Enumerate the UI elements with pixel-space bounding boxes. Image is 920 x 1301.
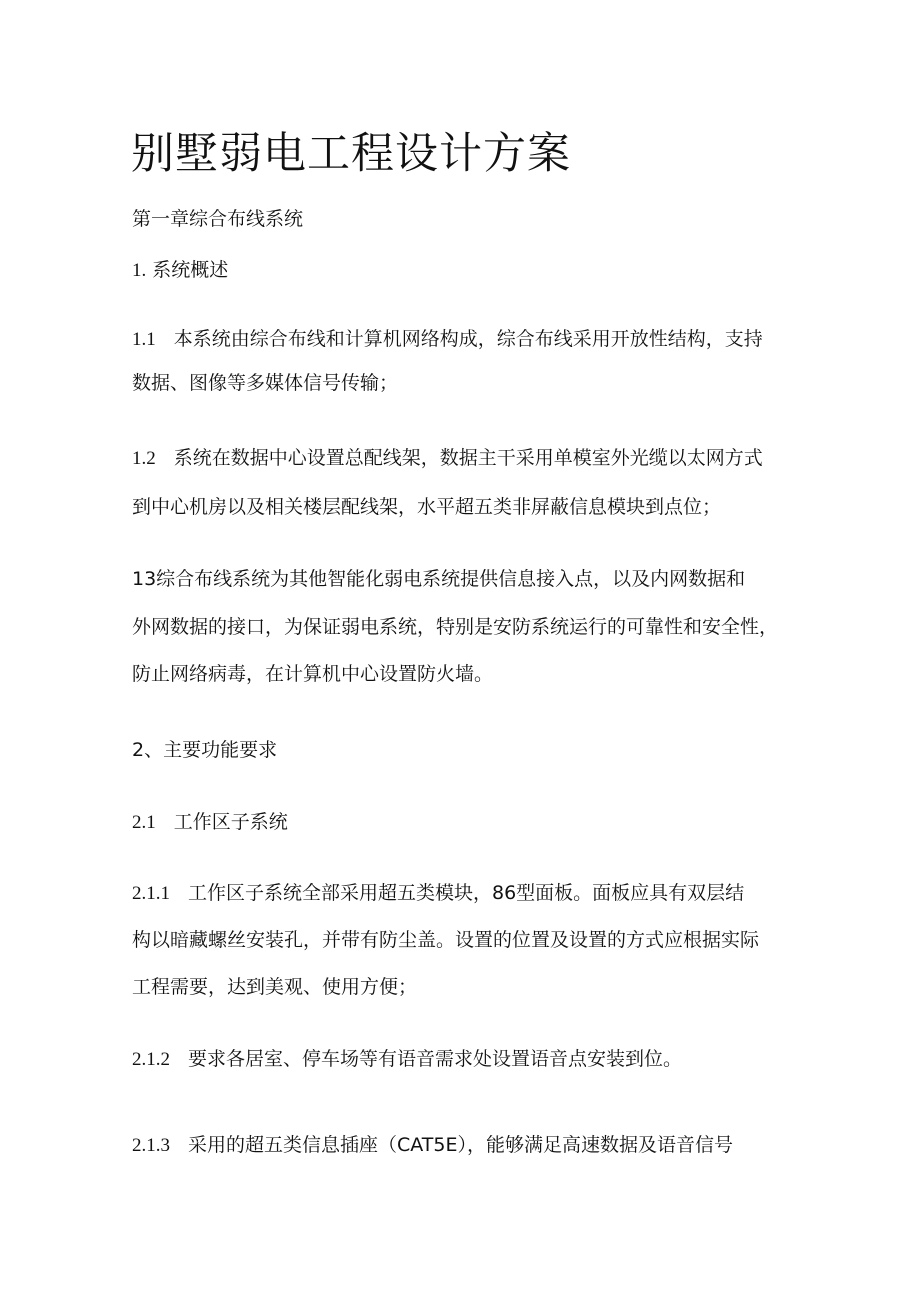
subsection-2-1-title: 工作区子系统 [173,811,288,833]
paragraph-1-3-line-2: 外网数据的接口，为保证弱电系统，特别是安防系统运行的可靠性和安全性， [132,616,779,638]
paragraph-2-1-3 [132,1131,733,1160]
paragraph-2-1-1-text: 工作区子系统全部采用超五类模块，86型面板。面板应具有双层结 [188,882,745,904]
subsection-2-1-number: 2.1 [132,812,156,833]
document-title: 别墅弱电工程设计方案 [131,129,571,179]
paragraph-1-1-text: 本系统由综合布线和计算机网络构成，综合布线采用开放性结构，支持 [173,328,763,350]
paragraph-1-1-line-2: 数据、图像等多媒体信号传输； [132,372,399,394]
section-1-number: 1. [132,260,147,281]
paragraph-2-1-1-line-3: 工程需要，达到美观、使用方便； [132,976,418,998]
paragraph-1-3-line-3: 防止网络病毒，在计算机中心设置防火墙。 [132,663,494,685]
paragraph-1-3-line-1: 13综合布线系统为其他智能化弱电系统提供信息接入点，以及内网数据和 [132,568,746,590]
paragraph-2-1-3-number: 2.1.3 [132,1135,170,1156]
paragraph-1-1-line-1 [132,325,763,354]
paragraph-2-1-1-number: 2.1.1 [132,883,170,904]
section-1-title: 系统概述 [152,259,229,281]
paragraph-2-1-1-line-1 [132,879,744,908]
paragraph-1-2-text: 系统在数据中心设置总配线架，数据主干采用单模室外光缆以太网方式 [173,447,763,469]
paragraph-2-1-2 [132,1045,682,1074]
chapter-heading: 第一章综合布线系统 [132,208,304,230]
paragraph-1-2-number: 1.2 [132,448,156,469]
paragraph-1-1-number: 1.1 [132,329,156,350]
paragraph-2-1-1-line-2: 构以暗藏螺丝安装孔，并带有防尘盖。设置的位置及设置的方式应根据实际 [132,929,760,951]
paragraph-2-1-2-text: 要求各居室、停车场等有语音需求处设置语音点安装到位。 [188,1048,683,1070]
section-1-heading [132,256,228,285]
subsection-2-1-heading [132,808,288,837]
paragraph-2-1-2-number: 2.1.2 [132,1049,170,1070]
paragraph-2-1-3-text: 采用的超五类信息插座（CAT5E），能够满足高速数据及语音信号 [188,1134,733,1156]
section-2-heading: 2、主要功能要求 [132,739,278,761]
paragraph-1-2-line-1 [132,444,763,473]
paragraph-1-2-line-2: 到中心机房以及相关楼层配线架，水平超五类非屏蔽信息模块到点位； [132,496,722,518]
